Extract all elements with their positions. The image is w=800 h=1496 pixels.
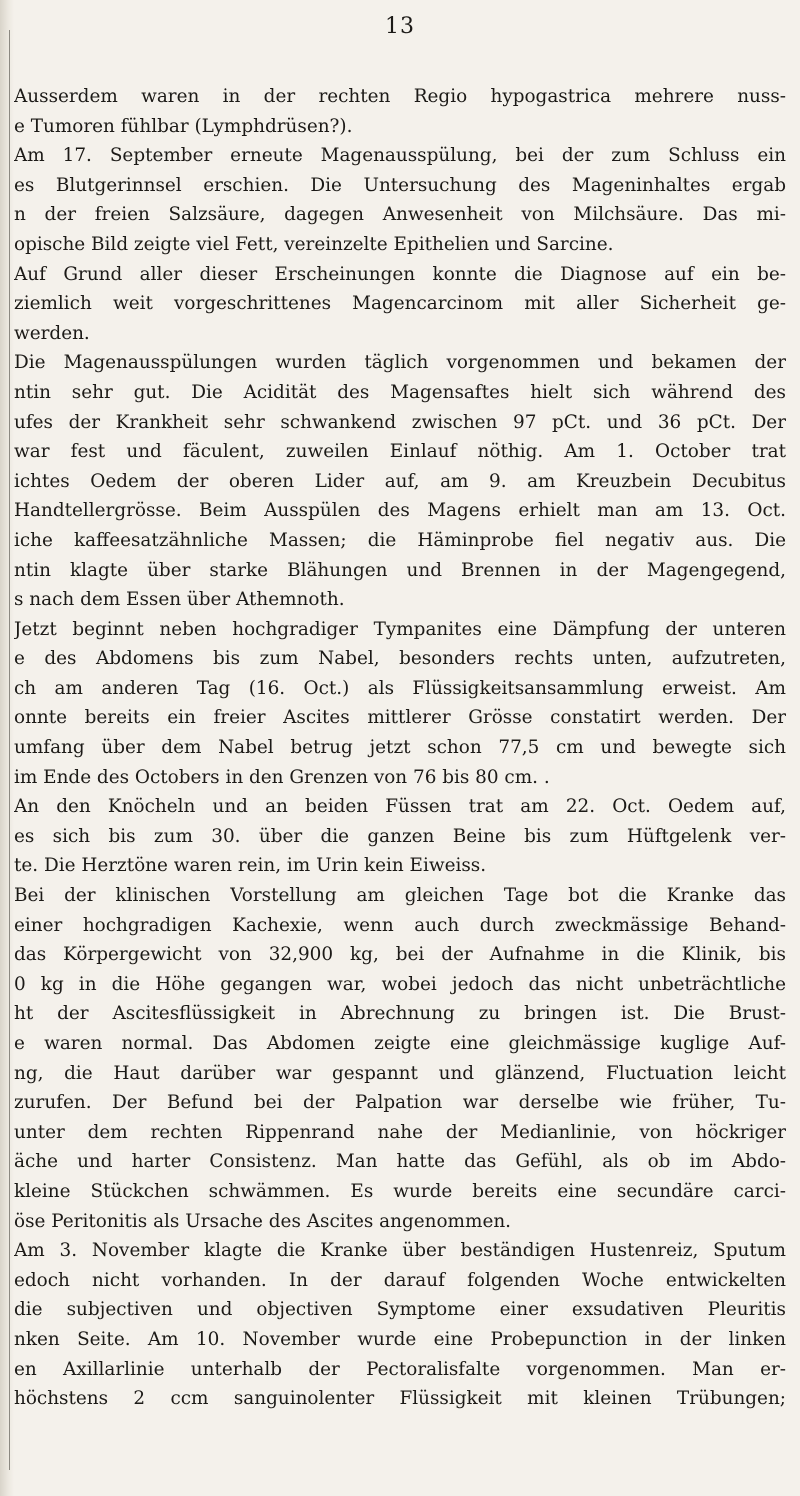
page-number: 13 — [385, 14, 415, 39]
text-line: unter dem rechten Rippenrand nahe der Medianlinie, von höckriger — [14, 1121, 786, 1143]
text-line: höchstens 2 ccm sanguinolenter Flüssigkeit mit kleinen Trübungen; — [14, 1388, 786, 1410]
text-line: werden. — [14, 322, 90, 344]
text-line: An den Knöcheln und an beiden Füssen trat am 22. Oct. Oedem auf, — [14, 796, 786, 818]
text-line: das Körpergewicht von 32,900 kg, bei der Aufnahme in die Klinik, bis — [14, 944, 786, 966]
text-line: einer hochgradigen Kachexie, wenn auch durch zweckmässige Behand- — [14, 914, 786, 936]
text-line: edoch nicht vorhanden. In der darauf folgenden Woche entwickelten — [14, 1269, 786, 1291]
text-line: ht der Ascitesflüssigkeit in Abrechnung zu bringen ist. Die Brust- — [14, 1003, 786, 1025]
text-line: öse Peritonitis als Ursache des Ascites angenommen. — [14, 1210, 512, 1232]
text-line: zurufen. Der Befund bei der Palpation war derselbe wie früher, Tu- — [14, 1092, 786, 1114]
text-line: iche kaffeesatzähnliche Massen; die Häminprobe fiel negativ aus. Die — [14, 529, 786, 551]
text-line: Bei der klinischen Vorstellung am gleichen Tage bot die Kranke das — [14, 885, 786, 907]
text-line: Auf Grund aller dieser Erscheinungen konnte die Diagnose auf ein be- — [14, 263, 786, 285]
text-line: n der freien Salzsäure, dagegen Anwesenheit von Milchsäure. Das mi- — [14, 204, 786, 226]
text-line: en Axillarlinie unterhalb der Pectoralisfalte vorgenommen. Man er- — [14, 1358, 786, 1380]
text-line: äche und harter Consistenz. Man hatte das Gefühl, als ob im Abdo- — [14, 1151, 786, 1173]
body-text — [14, 82, 786, 1414]
text-line: Die Magenausspülungen wurden täglich vorgenommen und bekamen der — [14, 352, 786, 374]
text-line: es sich bis zum 30. über die ganzen Beine bis zum Hüftgelenk ver- — [14, 825, 786, 847]
text-line: im Ende des Octobers in den Grenzen von 76 bis 80 cm. . — [14, 766, 550, 788]
text-line: onnte bereits ein freier Ascites mittlerer Grösse constatirt werden. Der — [14, 707, 786, 729]
text-line: es Blutgerinnsel erschien. Die Untersuchung des Mageninhaltes ergab — [14, 174, 786, 196]
text-line: ziemlich weit vorgeschrittenes Magencarcinom mit aller Sicherheit ge- — [14, 293, 786, 315]
text-line: die subjectiven und objectiven Symptome einer exsudativen Pleuritis — [14, 1299, 786, 1321]
text-line: ufes der Krankheit sehr schwankend zwischen 97 pCt. und 36 pCt. Der — [14, 411, 786, 433]
text-line: te. Die Herztöne waren rein, im Urin kein Eiweiss. — [14, 855, 487, 877]
page-binding-shadow — [0, 0, 14, 1496]
text-line: war fest und fäculent, zuweilen Einlauf nöthig. Am 1. October trat — [14, 441, 786, 463]
text-line: Am 17. September erneute Magenausspülung, bei der zum Schluss ein — [14, 145, 786, 167]
text-line: nken Seite. Am 10. November wurde eine Probepunction in der linken — [14, 1328, 786, 1350]
text-line: Handtellergrösse. Beim Ausspülen des Magens erhielt man am 13. Oct. — [14, 500, 786, 522]
text-line: ng, die Haut darüber war gespannt und glänzend, Fluctuation leicht — [14, 1062, 786, 1084]
page-binding-line — [9, 30, 10, 1470]
text-line: e Tumoren fühlbar (Lymphdrüsen?). — [14, 115, 353, 137]
text-line: opische Bild zeigte viel Fett, vereinzelte Epithelien und Sarcine. — [14, 233, 614, 255]
text-line: ch am anderen Tag (16. Oct.) als Flüssigkeitsansammlung erweist. Am — [14, 677, 786, 699]
text-line: Am 3. November klagte die Kranke über beständigen Hustenreiz, Sputum — [14, 1240, 786, 1262]
text-line: ichtes Oedem der oberen Lider auf, am 9. am Kreuzbein Decubitus — [14, 470, 786, 492]
text-line: umfang über dem Nabel betrug jetzt schon 77,5 cm und bewegte sich — [14, 737, 786, 759]
text-line: Jetzt beginnt neben hochgradiger Tympanites eine Dämpfung der unteren — [14, 618, 786, 640]
text-line: kleine Stückchen schwämmen. Es wurde bereits eine secundäre carci- — [14, 1180, 786, 1202]
text-line: ntin sehr gut. Die Acidität des Magensaftes hielt sich während des — [14, 381, 786, 403]
text-line: Ausserdem waren in der rechten Regio hypogastrica mehrere nuss- — [14, 86, 786, 107]
text-line: e waren normal. Das Abdomen zeigte eine gleichmässige kuglige Auf- — [14, 1033, 786, 1054]
text-line: 0 kg in die Höhe gegangen war, wobei jedoch das nicht unbeträchtliche — [14, 973, 786, 995]
text-line: s nach dem Essen über Athemnoth. — [14, 589, 345, 611]
text-line: ntin klagte über starke Blähungen und Brennen in der Magengegend, — [14, 559, 786, 581]
text-line: e des Abdomens bis zum Nabel, besonders rechts unten, aufzutreten, — [14, 648, 786, 670]
